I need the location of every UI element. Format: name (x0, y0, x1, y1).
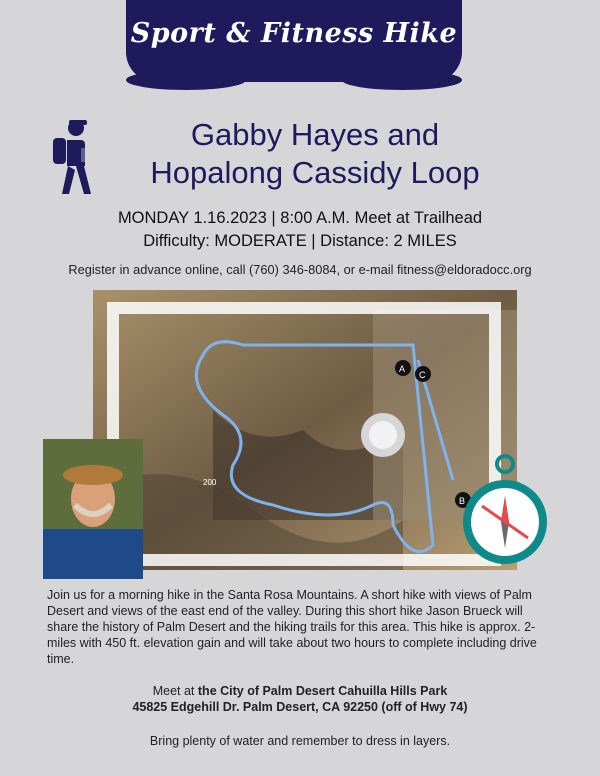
banner-text: Sport & Fitness Hike (130, 18, 458, 49)
compass-icon (460, 450, 550, 570)
meet-location: the City of Palm Desert Cahuilla Hills Park (197, 684, 448, 698)
title-banner (126, 0, 462, 82)
map-marker-a: A (399, 364, 406, 374)
meet-prefix: Meet at (152, 684, 198, 698)
event-date-time: MONDAY 1.16.2023 | 8:00 A.M. Meet at Trailhead (117, 209, 483, 227)
page-title (100, 116, 530, 192)
title-line-1: Gabby Hayes and (190, 117, 440, 152)
map-marker-c: C (419, 370, 426, 380)
title-line-2: Hopalong Cassidy Loop (150, 155, 480, 190)
map-image (93, 290, 517, 570)
register-info: Register in advance online, call (760) 346-8084, or e-mail fitness@eldoradocc.org (68, 262, 532, 277)
trail-map (93, 290, 517, 570)
map-elevation-label: 200 (203, 478, 217, 487)
map-marker-b: B (459, 496, 466, 506)
hike-description: Join us for a morning hike in the Santa Rosa Mountains. A short hike with views of Palm Desert and views of the east end of the valley. During this short hike Jason Brueck will share the history of Palm Desert and the hiking trails for this area. This hike is approx. 2-miles with 450 ft. elevation gain and will take about two hours to complete including drive time. (47, 588, 537, 666)
hiker-icon (50, 118, 94, 198)
event-difficulty-distance: Difficulty: MODERATE | Distance: 2 MILES (143, 232, 457, 250)
meeting-info (0, 683, 600, 715)
guide-photo (43, 439, 143, 579)
meet-address: 45825 Edgehill Dr. Palm Desert, CA 92250 (off of Hwy 74) (132, 700, 468, 714)
bring-note: Bring plenty of water and remember to dress in layers. (149, 734, 451, 748)
